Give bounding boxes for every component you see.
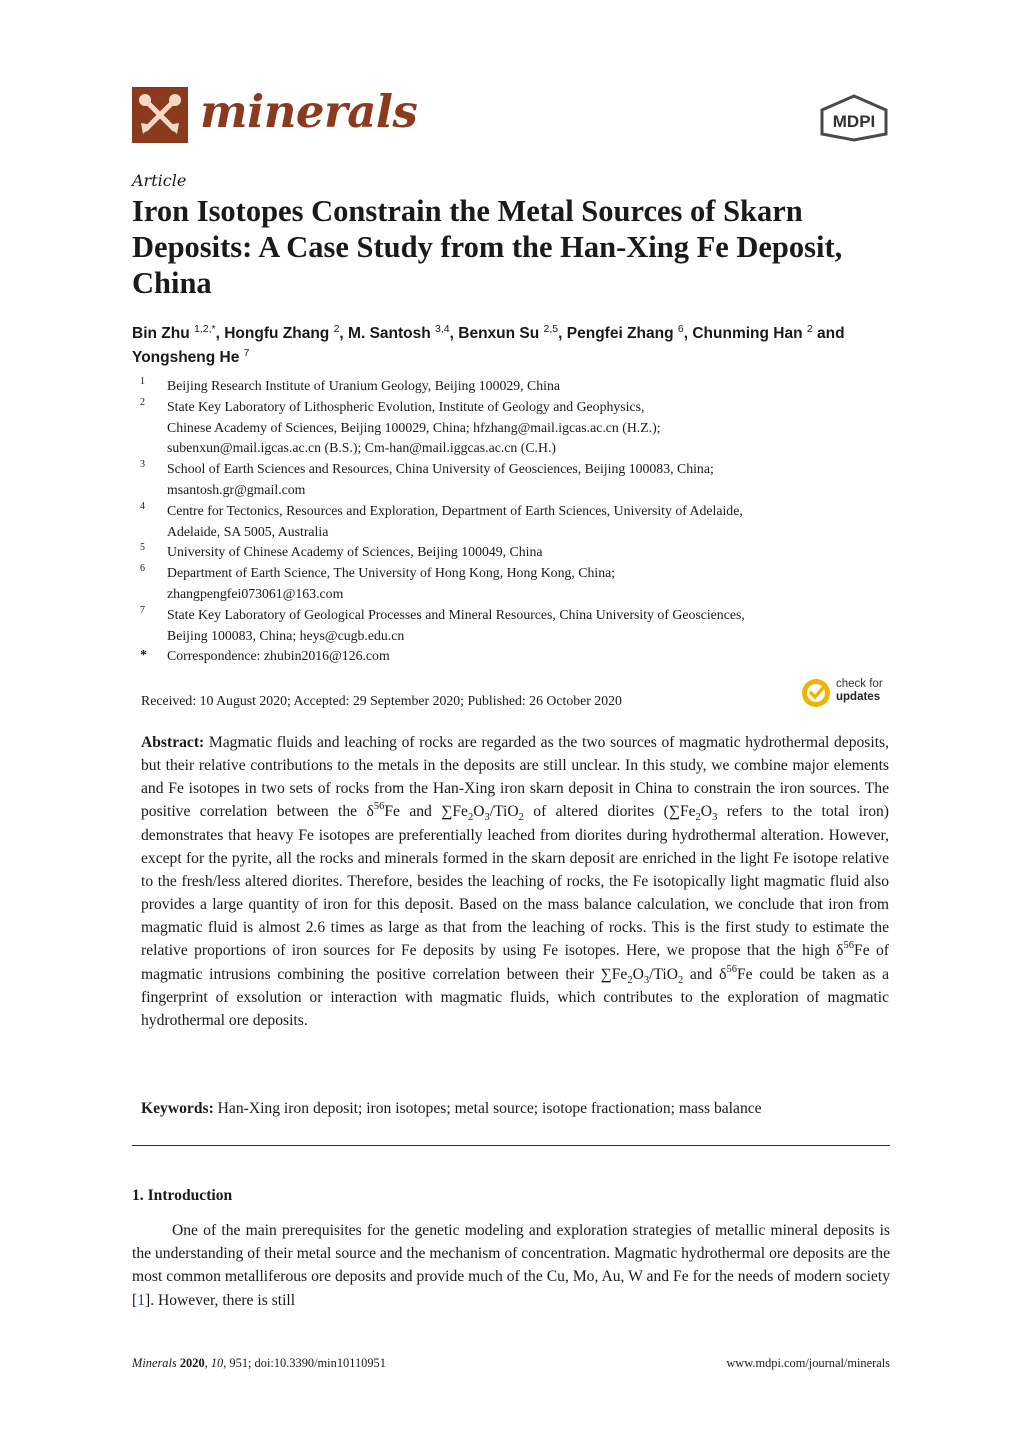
affiliation-number: 2 bbox=[140, 396, 145, 408]
keywords-label: Keywords: bbox=[141, 1100, 214, 1117]
abstract-text: O bbox=[632, 965, 644, 983]
abstract-sub: 2 bbox=[627, 974, 633, 986]
abstract-text: O bbox=[473, 803, 485, 821]
abstract-sub: 2 bbox=[467, 812, 474, 824]
journal-logo-icon bbox=[132, 87, 188, 143]
abstract-label: Abstract: bbox=[141, 734, 205, 751]
intro-text: One of the main prerequisites for the genetic modeling and exploration strategies of metallic mineral deposits is the understanding of their metal source and the mechanism of concentration. Magmatic hydrothermal ore deposits are the most common metalliferous ore deposits and provide much of the Cu, Mo, Au, W and Fe for the needs of modern society [ bbox=[132, 1222, 890, 1309]
affiliation-number: 3 bbox=[140, 459, 145, 471]
affiliation-item bbox=[136, 646, 896, 667]
author-name: Chunming Han bbox=[692, 325, 803, 342]
abstract-text: O bbox=[700, 803, 713, 821]
author-name: Benxun Su bbox=[458, 325, 540, 342]
author-separator: and bbox=[812, 325, 845, 342]
affiliation-line: Chinese Academy of Sciences, Beijing 100029, China; hfzhang@mail.igcas.ac.cn (H.Z.); bbox=[167, 419, 661, 435]
abstract-sub: 3 bbox=[484, 812, 490, 824]
footer-doi: , 951; doi:10.3390/min10110951 bbox=[223, 1356, 386, 1370]
introduction-body bbox=[132, 1219, 890, 1312]
author-affiliation-sup: 6 bbox=[677, 323, 684, 335]
author-separator: , bbox=[683, 325, 693, 342]
affiliation-line: Beijing Research Institute of Uranium Geology, Beijing 100029, China bbox=[167, 378, 561, 393]
author-name: Bin Zhu bbox=[132, 325, 190, 342]
author-name: Pengfei Zhang bbox=[566, 325, 674, 342]
affiliation-number: 6 bbox=[140, 563, 145, 575]
section-heading: 1. Introduction bbox=[132, 1187, 233, 1204]
abstract-sup: 56 bbox=[843, 940, 855, 952]
affiliation-line: Beijing 100083, China; heys@cugb.edu.cn bbox=[167, 627, 405, 643]
author-name: Yongsheng He bbox=[132, 349, 240, 366]
abstract-sub: 3 bbox=[643, 974, 650, 986]
author-name: M. Santosh bbox=[348, 325, 431, 342]
author-separator: , bbox=[558, 325, 567, 342]
abstract-text: Fe of magmatic intrusions combining the positive correlation between their ∑Fe bbox=[141, 942, 889, 983]
author-affiliation-sup: 7 bbox=[243, 347, 250, 359]
affiliation-number: 4 bbox=[140, 500, 145, 512]
check-for-label: check for bbox=[836, 678, 883, 690]
affiliation-line: University of Chinese Academy of Sciences, Beijing 100049, China bbox=[167, 544, 543, 560]
affiliation-line: State Key Laboratory of Geological Processes and Mineral Resources, China University of Geosciences, bbox=[167, 606, 745, 622]
affiliation-number: * bbox=[140, 648, 147, 664]
mdpi-logo-icon bbox=[818, 94, 890, 146]
author-affiliation-sup: 3,4 bbox=[435, 323, 450, 335]
footer-year: 2020 bbox=[179, 1356, 205, 1370]
affiliation-line: State Key Laboratory of Lithospheric Evolution, Institute of Geology and Geophysics, bbox=[167, 398, 645, 414]
abstract-sub: 2 bbox=[695, 812, 701, 824]
affiliation-item bbox=[136, 501, 896, 543]
author-name: Hongfu Zhang bbox=[224, 325, 330, 342]
keywords bbox=[141, 1098, 889, 1120]
affiliation-item bbox=[136, 542, 896, 563]
affiliation-line: Centre for Tectonics, Resources and Exploration, Department of Earth Sciences, University of Adelaide, bbox=[167, 502, 743, 518]
publication-dates: Received: 10 August 2020; Accepted: 29 September 2020; Published: 26 October 2020 bbox=[141, 693, 622, 708]
abstract bbox=[141, 731, 889, 1032]
affiliation-line: Adelaide, SA 5005, Australia bbox=[167, 523, 329, 539]
abstract-text: Fe could be taken as a fingerprint of exsolution or interaction with magmatic fluids, which contributes to the exploration of magmatic hydrothermal ore deposits. bbox=[141, 965, 889, 1029]
affiliation-line: Department of Earth Science, The University of Hong Kong, Hong Kong, China; bbox=[167, 565, 616, 581]
paper-title: Iron Isotopes Constrain the Metal Sources of Skarn Deposits: A Case Study from the Han-Xing Fe Deposit, China bbox=[132, 194, 843, 300]
keywords-text: Han-Xing iron deposit; iron isotopes; metal source; isotope fractionation; mass balance bbox=[213, 1100, 762, 1117]
affiliation-item bbox=[136, 397, 896, 459]
author-separator: , bbox=[339, 325, 349, 342]
affiliation-item bbox=[136, 376, 896, 397]
updates-label: updates bbox=[836, 691, 881, 703]
footer-journal: Minerals bbox=[132, 1356, 177, 1370]
abstract-text: /TiO bbox=[489, 803, 519, 821]
abstract-sup: 56 bbox=[726, 963, 737, 975]
affiliation-number: 1 bbox=[140, 376, 145, 387]
intro-paragraph bbox=[132, 1219, 890, 1312]
affiliation-line: msantosh.gr@gmail.com bbox=[167, 481, 306, 497]
abstract-sub: 3 bbox=[712, 812, 718, 824]
section-divider bbox=[132, 1145, 890, 1146]
check-badge-icon bbox=[801, 678, 831, 708]
affiliation-line: School of Earth Sciences and Resources, China University of Geosciences, Beijing 100083, China; bbox=[167, 461, 714, 477]
author-affiliation-sup: 2 bbox=[806, 323, 813, 335]
author-affiliation-sup: 2 bbox=[333, 323, 340, 335]
journal-name: minerals bbox=[200, 85, 418, 138]
svg-text:MDPI: MDPI bbox=[832, 112, 876, 131]
article-type: Article bbox=[132, 171, 187, 190]
author-separator: , bbox=[449, 325, 459, 342]
author-list bbox=[132, 322, 892, 370]
affiliation-line: Correspondence: zhubin2016@126.com bbox=[167, 648, 390, 664]
abstract-text: /TiO bbox=[649, 965, 678, 983]
author-affiliation-sup: 2,5 bbox=[543, 323, 559, 335]
affiliation-item bbox=[136, 459, 896, 501]
affiliation-number: 7 bbox=[140, 604, 145, 616]
intro-text: ]. However, there is still bbox=[145, 1291, 296, 1309]
affiliation-line: zhangpengfei073061@163.com bbox=[167, 585, 344, 601]
affiliation-number: 5 bbox=[140, 542, 145, 554]
abstract-text: and δ bbox=[683, 965, 727, 983]
check-for-updates-badge[interactable] bbox=[801, 677, 893, 709]
abstract-sub: 2 bbox=[678, 974, 684, 986]
footer-citation: Minerals 2020, 10, 951; doi:10.3390/min10110951 bbox=[132, 1356, 386, 1370]
affiliation-item bbox=[136, 563, 896, 605]
citation-link[interactable]: 1 bbox=[137, 1291, 145, 1309]
author-affiliation-sup: 1,2,* bbox=[194, 323, 216, 335]
abstract-text: refers to the total iron) demonstrates that heavy Fe isotopes are preferentially leached from diorites during hydrothermal alteration. However, except for the pyrite, all the rocks and minerals formed in the skarn deposit are enriched in the light Fe isotope relative to the fresh/less altered diorites. Therefore, besides the leaching of rocks, the Fe isotopically light magmatic fluid also provides a large quantity of iron for this deposit. Based on the mass balance calculation, we conclude that iron from magmatic fluid is almost 2.6 times as large as that from the leaching of rocks. This is the first study to estimate the relative proportions of iron sources for Fe deposits by using Fe isotopes. Here, we propose that the high δ bbox=[141, 803, 889, 960]
affiliation-list bbox=[136, 376, 896, 667]
abstract-sub: 2 bbox=[518, 812, 524, 824]
author-separator: , bbox=[215, 325, 225, 342]
abstract-sup: 56 bbox=[373, 801, 385, 813]
abstract-text: of altered diorites (∑Fe bbox=[523, 803, 696, 821]
abstract-text: Fe and ∑Fe bbox=[384, 803, 468, 821]
footer-volume: 10 bbox=[210, 1356, 224, 1370]
abstract-text: Magmatic fluids and leaching of rocks are regarded as the two sources of magmatic hydrothermal deposits, but their relative contributions to the metals in the deposits are still unclear. In this study, we combine major elements and Fe isotopes in two sets of rocks from the Han-Xing iron skarn deposit in China to constrain the iron sources. The positive correlation between the δ bbox=[141, 734, 889, 821]
affiliation-line: subenxun@mail.igcas.ac.cn (B.S.); Cm-han@mail.iggcas.ac.cn (C.H.) bbox=[167, 440, 557, 456]
affiliation-item bbox=[136, 605, 896, 647]
footer-url[interactable]: www.mdpi.com/journal/minerals bbox=[726, 1356, 890, 1370]
